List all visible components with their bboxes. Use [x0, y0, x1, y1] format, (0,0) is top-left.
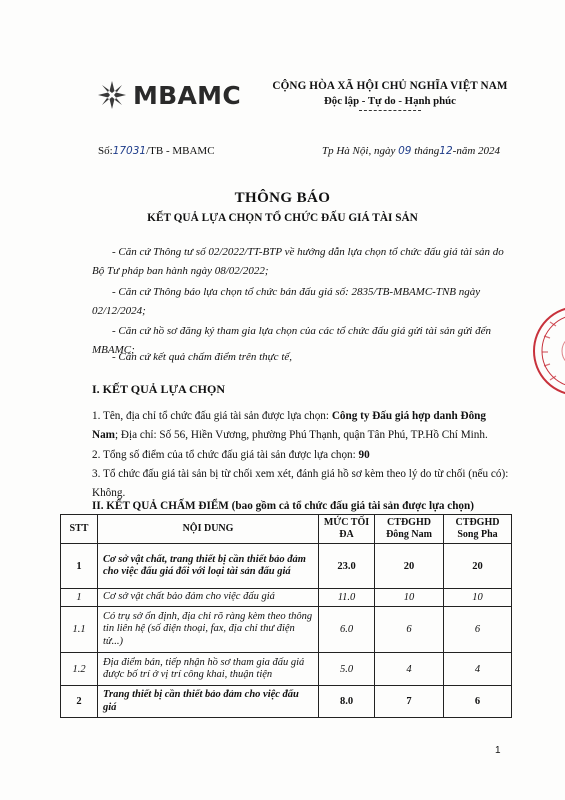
docno-suffix: /TB - MBAMC: [146, 145, 215, 157]
row-content: Địa điểm bán, tiếp nhận hồ sơ tham gia đấu giá được bố trí ở vị trí công khai, thuận tiện: [98, 653, 319, 686]
row-content: Có trụ sở ổn định, địa chỉ rõ ràng kèm theo thông tin liên hệ (số điện thoại, fax, địa chỉ thư điện tử...): [98, 607, 319, 653]
row-stt: 1: [61, 589, 98, 607]
row-org2: 20: [444, 544, 512, 589]
docno-handwritten: 17031: [112, 145, 147, 157]
national-header: [270, 80, 510, 111]
table-header-row: [61, 515, 512, 544]
table-row: [61, 686, 512, 718]
table-row: [61, 544, 512, 589]
table-row: [61, 607, 512, 653]
row-content: Cơ sở vật chất, trang thiết bị cần thiết bảo đảm cho việc đấu giá đối với loại tài sản đấu giá: [98, 544, 319, 589]
basis-line: - Căn cứ hồ sơ đăng ký tham gia lựa chọn của các tổ chức đấu giá gửi tài sản gửi đến MBAMC;: [92, 325, 491, 356]
col-stt: STT: [61, 515, 98, 544]
row-org1: 6: [375, 607, 444, 653]
row-content: Trang thiết bị cần thiết bảo đảm cho việc đấu giá: [98, 686, 319, 718]
row-stt: 1.1: [61, 607, 98, 653]
item1-address: ; Địa chỉ: Số 56, Hiền Vương, phường Phú Thạnh, quận Tân Phú, TP.Hồ Chí Minh.: [115, 429, 488, 441]
row-org1: 20: [375, 544, 444, 589]
page-number: 1: [495, 745, 501, 756]
item3-text: 3. Tổ chức đấu giá tài sản bị từ chối xem xét, đánh giá hồ sơ kèm theo lý do từ chối (nếu có): Không.: [92, 468, 509, 499]
row-org2: 6: [444, 607, 512, 653]
row-stt: 1: [61, 544, 98, 589]
result-item-2: [92, 446, 510, 465]
place-prefix: Tp Hà Nội, ngày: [322, 145, 396, 157]
header-divider: [359, 110, 421, 111]
col-max: MỨC TỐI ĐA: [319, 515, 375, 544]
row-org1: 10: [375, 589, 444, 607]
logo-star-icon: [97, 80, 127, 110]
scoring-table: [60, 514, 512, 718]
logo-text: MBAMC: [133, 80, 242, 110]
table-row: [61, 589, 512, 607]
result-item-3: [92, 465, 510, 503]
row-org1: 7: [375, 686, 444, 718]
total-score: 90: [358, 449, 370, 461]
col-content: NỘI DUNG: [98, 515, 319, 544]
mbamc-logo: [97, 80, 241, 110]
item2-prefix: 2. Tổng số điểm của tổ chức đấu giá tài sản được lựa chọn:: [92, 449, 359, 461]
basis-line: - Căn cứ Thông tư số 02/2022/TT-BTP về hướng dẫn lựa chọn tổ chức đấu giá tài sản do Bộ Tư pháp ban hành ngày 08/02/2022;: [92, 246, 504, 277]
month-handwritten: 12: [439, 145, 453, 157]
document-title: THÔNG BÁO: [234, 190, 331, 206]
nation-motto-line1: CỘNG HÒA XÃ HỘI CHỦ NGHĨA VIỆT NAM: [272, 80, 508, 92]
row-org2: 4: [444, 653, 512, 686]
section1-heading: I. KẾT QUẢ LỰA CHỌN: [92, 382, 226, 396]
row-stt: 1.2: [61, 653, 98, 686]
item1-prefix: 1. Tên, địa chỉ tổ chức đấu giá tài sản được lựa chọn:: [92, 410, 332, 422]
document-number: [98, 145, 215, 157]
row-max: 11.0: [319, 589, 375, 607]
row-org2: 6: [444, 686, 512, 718]
document-subtitle: KẾT QUẢ LỰA CHỌN TỔ CHỨC ĐẤU GIÁ TÀI SẢN: [147, 212, 418, 224]
red-seal-stamp: [530, 302, 565, 400]
place-date: Tp Hà Nội, ngày 09 tháng12-năm 2024: [322, 145, 501, 157]
row-org1: 4: [375, 653, 444, 686]
row-max: 23.0: [319, 544, 375, 589]
basis-paragraph: [92, 243, 510, 281]
month-prefix: tháng: [414, 145, 440, 157]
row-content: Cơ sở vật chất bảo đảm cho việc đấu giá: [98, 589, 319, 607]
col-org2: CTĐGHD Song Pha: [444, 515, 512, 544]
section2-heading: II. KẾT QUẢ CHẤM ĐIỂM (bao gồm cả tổ chức đấu giá tài sản được lựa chọn): [92, 500, 474, 512]
selected-org-name: Công ty Đấu giá hợp danh Đông Nam: [92, 410, 486, 441]
basis-line: - Căn cứ Thông báo lựa chọn tổ chức bán đấu giá số: 2835/TB-MBAMC-TNB ngày 02/12/2024;: [92, 286, 481, 317]
row-stt: 2: [61, 686, 98, 718]
basis-paragraph: [92, 283, 510, 321]
basis-paragraph: [92, 348, 510, 367]
docno-prefix: Số:: [98, 145, 113, 157]
row-max: 5.0: [319, 653, 375, 686]
nation-motto-line2: Độc lập - Tự do - Hạnh phúc: [324, 95, 456, 107]
day-handwritten: 09: [398, 145, 412, 157]
col-org1: CTĐGHD Đông Nam: [375, 515, 444, 544]
row-max: 8.0: [319, 686, 375, 718]
row-max: 6.0: [319, 607, 375, 653]
basis-line: - Căn cứ kết quả chấm điểm trên thực tế,: [112, 351, 293, 363]
row-org2: 10: [444, 589, 512, 607]
result-item-1: [92, 407, 510, 445]
table-row: [61, 653, 512, 686]
year-text: năm 2024: [456, 145, 501, 157]
